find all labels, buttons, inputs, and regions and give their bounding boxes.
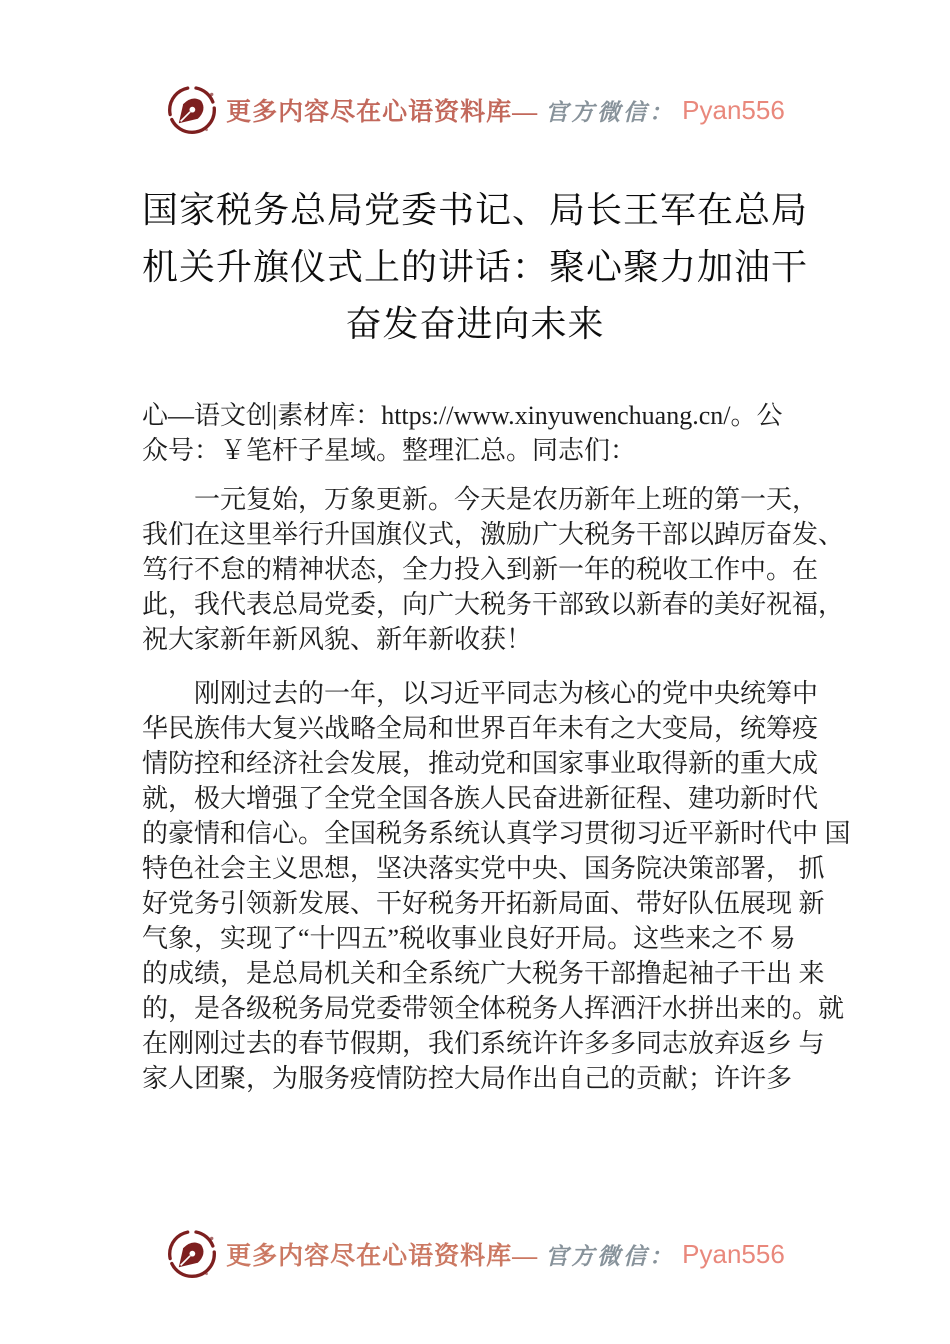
body-text-line: 刚刚过去的一年，以习近平同志为核心的党中央统筹中 (194, 679, 819, 708)
body-text-line: 就，极大增强了全党全国各族人民奋进新征程、建功新时代 (142, 784, 819, 813)
watermark-account-id: Pyan556 (682, 94, 785, 125)
pen-circle-logo-icon (165, 82, 219, 138)
watermark-wechat-label: 官方微信： (545, 1243, 676, 1269)
body-text-line: 特色社会主义思想，坚决落实党中央、国务院决策部署， 抓 (142, 854, 825, 883)
body-text-line: 在刚刚过去的春节假期，我们系统许许多多同志放弃返乡 与 (142, 1029, 825, 1058)
body-text-line: 笃行不怠的精神状态，全力投入到新一年的税收工作中。在 (142, 555, 819, 584)
body-text-line: 一元复始，万象更新。今天是农历新年上班的第一天， (194, 485, 819, 514)
watermark-account-id: Pyan556 (682, 1238, 785, 1269)
body-text-line: 的成绩，是总局机关和全系统广大税务干部撸起袖子干出 来 (142, 959, 825, 988)
paragraph-2 (142, 676, 851, 1096)
body-text-line: 此，我代表总局党委，向广大税务干部致以新春的美好祝福， (142, 590, 845, 619)
title-line: 国家税务总局党委书记、局长王军在总局 (141, 190, 808, 230)
body-text-line: 家人团聚，为服务疫情防控大局作出自己的贡献；许许多 (142, 1064, 793, 1093)
document-title (0, 182, 950, 353)
header-watermark (0, 82, 950, 138)
body-text-line: 华民族伟大复兴战略全局和世界百年未有之大变局，统筹疫 (142, 714, 819, 743)
pen-circle-logo-icon (165, 1226, 219, 1282)
watermark-wechat-label: 官方微信： (545, 99, 676, 125)
document-body (142, 398, 851, 1096)
body-text-line: 好党务引领新发展、干好税务开拓新局面、带好队伍展现 新 (142, 889, 825, 918)
body-text-line: 众号：￥笔杆子星域。整理汇总。同志们： (142, 436, 637, 465)
body-text-line: 我们在这里举行升国旗仪式，激励广大税务干部以踔厉奋发、 (142, 520, 845, 549)
watermark-slogan: 更多内容尽在心语资料库— (226, 99, 539, 126)
body-text-line: 的豪情和信心。全国税务系统认真学习贯彻习近平新时代中 国 (142, 819, 851, 848)
paragraph-1 (142, 482, 845, 657)
body-text-line: 心—语文创|素材库：https://www.xinyuwenchuang.cn/。公 (142, 401, 783, 430)
watermark-slogan: 更多内容尽在心语资料库— (226, 1243, 539, 1270)
title-line: 奋发奋进向未来 (345, 304, 605, 344)
body-text-line: 气象，实现了“十四五”税收事业良好开局。这些来之不 易 (142, 924, 796, 953)
body-text-line: 情防控和经济社会发展，推动党和国家事业取得新的重大成 (142, 749, 819, 778)
body-text-line: 的，是各级税务局党委带领全体税务人挥洒汗水拼出来的。就 (142, 994, 845, 1023)
source-note-paragraph (142, 398, 834, 468)
title-line: 机关升旗仪式上的讲话：聚心聚力加油干 (141, 247, 808, 287)
footer-watermark (0, 1226, 950, 1282)
body-text-line: 祝大家新年新风貌、新年新收获！ (142, 625, 533, 654)
